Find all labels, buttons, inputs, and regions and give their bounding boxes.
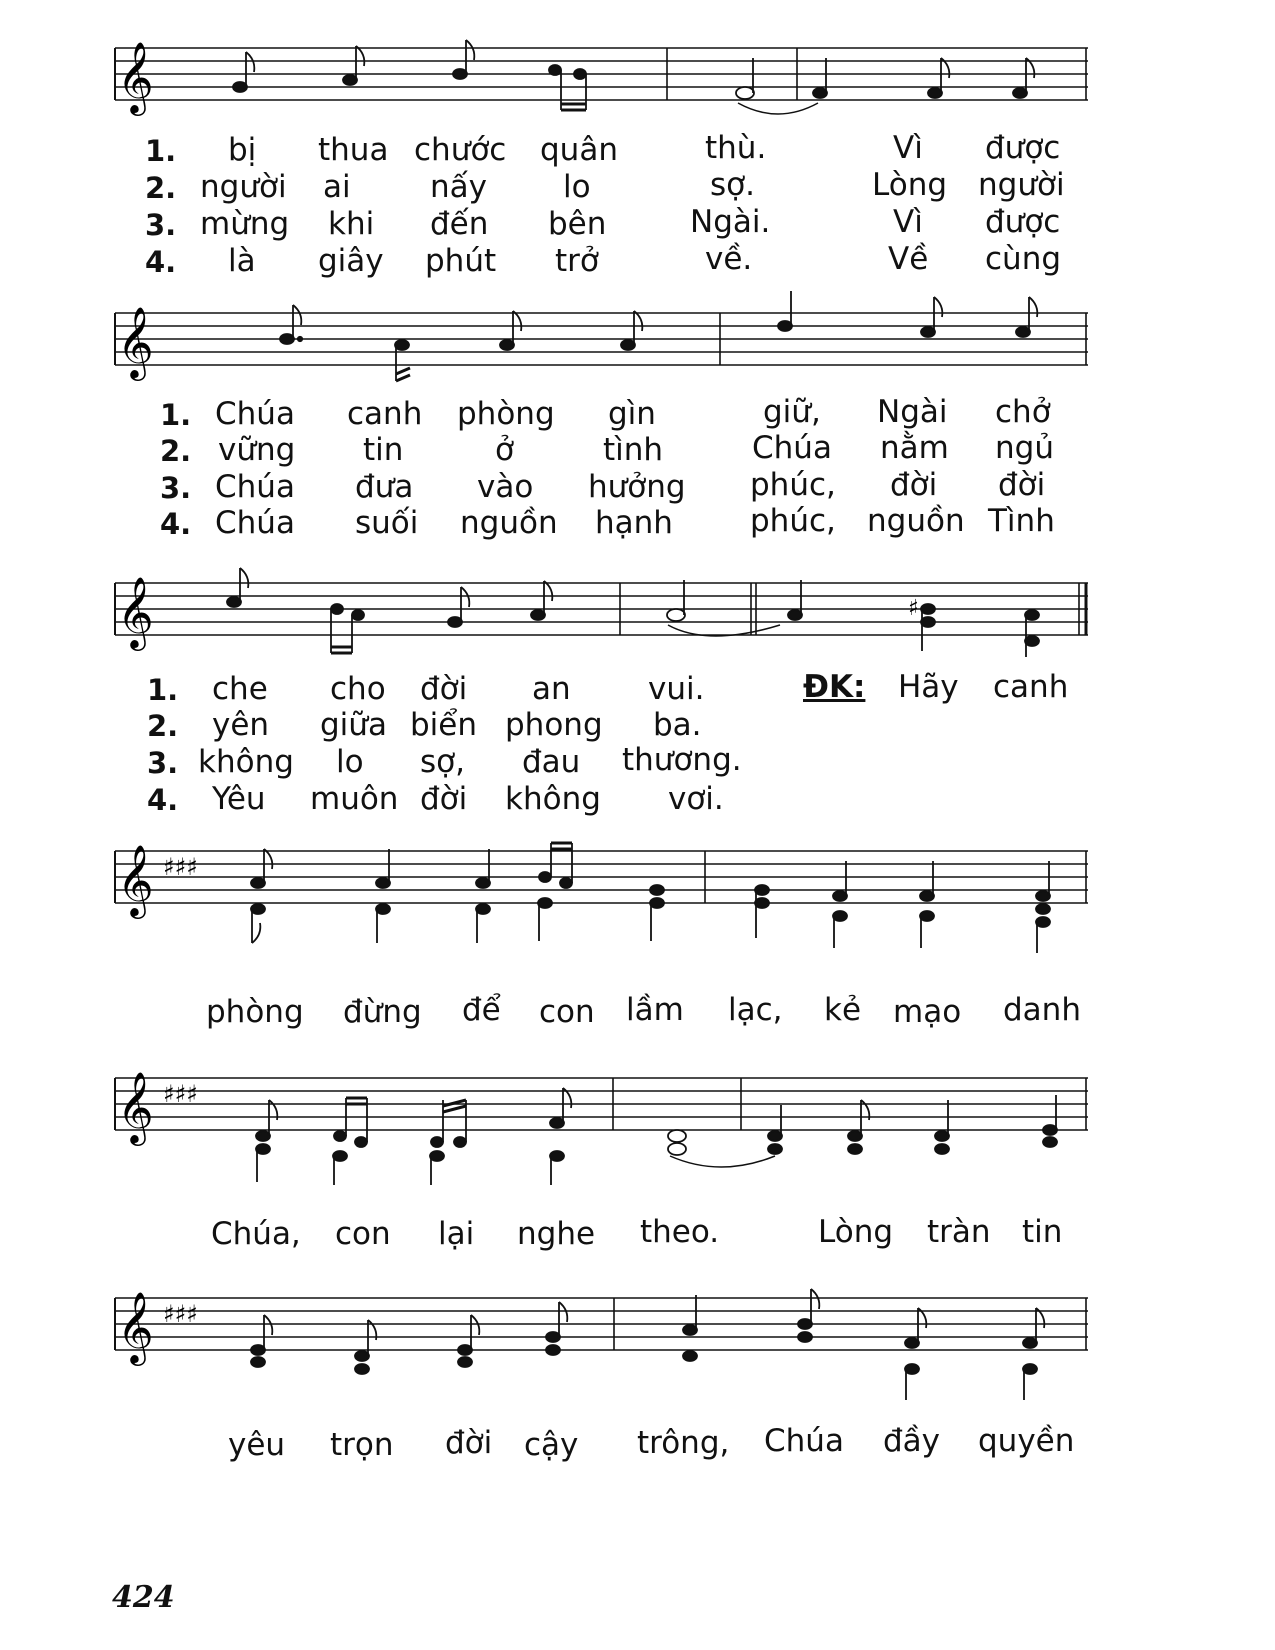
verse-number: 3. (145, 208, 177, 242)
lyric-syllable: an (532, 671, 571, 707)
lyric-syllable: không (505, 781, 601, 817)
lyric-syllable: gìn (608, 396, 656, 432)
lyric-syllable: nguồn (460, 505, 558, 541)
lyric-syllable: Vì (893, 204, 923, 240)
verse-number: 3. (147, 746, 179, 780)
lyric-syllable: vơi. (668, 781, 724, 817)
lyric-syllable: Hãy (898, 669, 959, 705)
lyric-syllable: phòng (206, 994, 304, 1030)
verse-number: 1. (145, 134, 177, 168)
lyric-syllable: được (985, 204, 1061, 240)
lyric-syllable: Chúa (215, 396, 295, 432)
treble-clef-icon: 𝄞 (117, 575, 154, 648)
lyric-syllable: người (200, 169, 287, 205)
page-number: 424 (112, 1580, 175, 1615)
lyric-syllable: phúc, (750, 503, 836, 539)
lyric-syllable: giây (318, 243, 384, 279)
lyric-syllable: bên (548, 206, 607, 242)
lyric-syllable: phòng (457, 396, 555, 432)
lyric-syllable: theo. (640, 1214, 720, 1250)
lyric-syllable: tràn (927, 1214, 991, 1250)
lyric-syllable: khi (328, 206, 375, 242)
lyric-syllable: biển (410, 707, 478, 743)
lyric-syllable: yêu (228, 1427, 286, 1463)
lyric-syllable: tin (1022, 1214, 1063, 1250)
lyric-syllable: nằm (880, 430, 949, 466)
staff-6 (0, 1290, 1275, 1410)
lyric-syllable: Chúa (752, 430, 832, 466)
verse-number: 4. (160, 507, 192, 541)
lyric-syllable: suối (355, 505, 419, 541)
lyric-syllable: Về (888, 241, 929, 277)
treble-clef-icon: 𝄞 (117, 1290, 154, 1363)
staff-4 (0, 843, 1275, 963)
verse-number: 1. (147, 673, 179, 707)
lyric-syllable: lo (563, 169, 591, 205)
lyric-syllable: tình (603, 432, 664, 468)
treble-clef-icon: 𝄞 (117, 305, 154, 378)
lyric-syllable: là (228, 243, 256, 279)
key-signature-sharps-icon: ♯♯♯ (163, 1300, 198, 1328)
treble-clef-icon: 𝄞 (117, 843, 154, 916)
lyric-syllable: người (978, 167, 1065, 203)
lyric-syllable: ngủ (995, 430, 1054, 466)
lyric-syllable: thù. (705, 130, 767, 166)
lyric-syllable: bị (228, 132, 257, 168)
lyric-syllable: che (212, 671, 268, 707)
lyric-syllable: quân (540, 132, 618, 168)
lyric-syllable: trở (555, 243, 599, 279)
lyric-syllable: danh (1003, 992, 1081, 1028)
lyric-syllable: Lòng (872, 167, 948, 203)
staff-1 (0, 40, 1275, 160)
lyric-syllable: giữ, (763, 394, 821, 430)
lyric-syllable: lầm (626, 992, 684, 1028)
verse-number: 2. (160, 434, 192, 468)
lyric-syllable: trông, (637, 1425, 730, 1461)
lyric-syllable: ai (323, 169, 351, 205)
lyric-syllable: đời (445, 1425, 493, 1461)
verse-number: 4. (145, 245, 177, 279)
lyric-syllable: phong (505, 707, 603, 743)
lyric-syllable: phút (425, 243, 497, 279)
lyric-syllable: vào (477, 469, 534, 505)
lyric-syllable: đời (890, 467, 938, 503)
lyric-syllable: Chúa (215, 505, 295, 541)
lyric-syllable: Chúa (215, 469, 295, 505)
lyric-syllable: đưa (355, 469, 414, 505)
lyric-syllable: yên (212, 707, 270, 743)
lyric-syllable: Yêu (212, 781, 266, 817)
lyric-syllable: canh (347, 396, 423, 432)
lyric-syllable: đau (522, 744, 581, 780)
lyric-syllable: thua (318, 132, 389, 168)
lyric-syllable: cậy (524, 1427, 579, 1463)
lyric-syllable: hạnh (595, 505, 673, 541)
lyric-syllable: kẻ (824, 992, 862, 1028)
lyric-syllable: nấy (430, 169, 487, 205)
lyric-syllable: con (335, 1216, 391, 1252)
lyric-syllable: ba. (653, 707, 702, 743)
lyric-syllable: Chúa, (211, 1216, 301, 1252)
staff-3 (0, 575, 1275, 695)
lyric-syllable: hưởng (588, 469, 686, 505)
lyric-syllable: vui. (648, 671, 705, 707)
lyric-syllable: đời (420, 671, 468, 707)
lyric-syllable: sợ. (710, 167, 755, 203)
lyric-syllable: lại (438, 1216, 475, 1252)
lyric-syllable: để (462, 992, 501, 1028)
refrain-marker: ĐK: (803, 669, 866, 705)
lyric-syllable: nguồn (867, 503, 965, 539)
verse-number: 4. (147, 783, 179, 817)
lyric-syllable: mạo (893, 994, 962, 1030)
lyric-syllable: về. (705, 241, 753, 277)
lyric-syllable: trọn (330, 1427, 394, 1463)
lyric-syllable: lạc, (728, 992, 783, 1028)
lyric-syllable: giữa (320, 707, 387, 743)
lyric-syllable: mừng (200, 206, 290, 242)
verse-number: 1. (160, 398, 192, 432)
key-signature-sharps-icon: ♯♯♯ (163, 853, 198, 881)
key-signature-sharps-icon: ♯♯♯ (163, 1080, 198, 1108)
lyric-syllable: chước (414, 132, 507, 168)
lyric-syllable: nghe (517, 1216, 596, 1252)
lyric-syllable: Lòng (818, 1214, 894, 1250)
lyric-syllable: Vì (893, 130, 923, 166)
verse-number: 2. (147, 709, 179, 743)
lyric-syllable: Tình (988, 503, 1055, 539)
lyric-syllable: thương. (622, 742, 742, 778)
lyric-syllable: lo (336, 744, 364, 780)
lyric-syllable: con (539, 994, 595, 1030)
lyric-syllable: Ngài (877, 394, 948, 430)
lyric-syllable: muôn (310, 781, 399, 817)
lyric-syllable: đời (998, 467, 1046, 503)
lyric-syllable: đừng (343, 994, 422, 1030)
lyric-syllable: phúc, (750, 467, 836, 503)
treble-clef-icon: 𝄞 (117, 1070, 154, 1143)
treble-clef-icon: 𝄞 (117, 40, 154, 113)
lyric-syllable: chở (995, 394, 1051, 430)
lyric-syllable: tin (363, 432, 404, 468)
lyric-syllable: không (198, 744, 294, 780)
lyric-syllable: ở (495, 432, 514, 468)
lyric-syllable: cùng (985, 241, 1062, 277)
lyric-syllable: quyền (978, 1423, 1075, 1459)
lyric-syllable: Ngài. (690, 204, 771, 240)
verse-number: 3. (160, 471, 192, 505)
lyric-syllable: đến (430, 206, 489, 242)
lyric-syllable: cho (330, 671, 386, 707)
verse-number: 2. (145, 171, 177, 205)
staff-5 (0, 1070, 1275, 1190)
lyric-syllable: canh (993, 669, 1069, 705)
lyric-syllable: đầy (883, 1423, 941, 1459)
lyric-syllable: Chúa (764, 1423, 844, 1459)
lyric-syllable: sợ, (420, 744, 465, 780)
lyric-syllable: đời (420, 781, 468, 817)
sharp-icon: ♯ (908, 596, 919, 621)
lyric-syllable: vững (218, 432, 296, 468)
lyric-syllable: được (985, 130, 1061, 166)
